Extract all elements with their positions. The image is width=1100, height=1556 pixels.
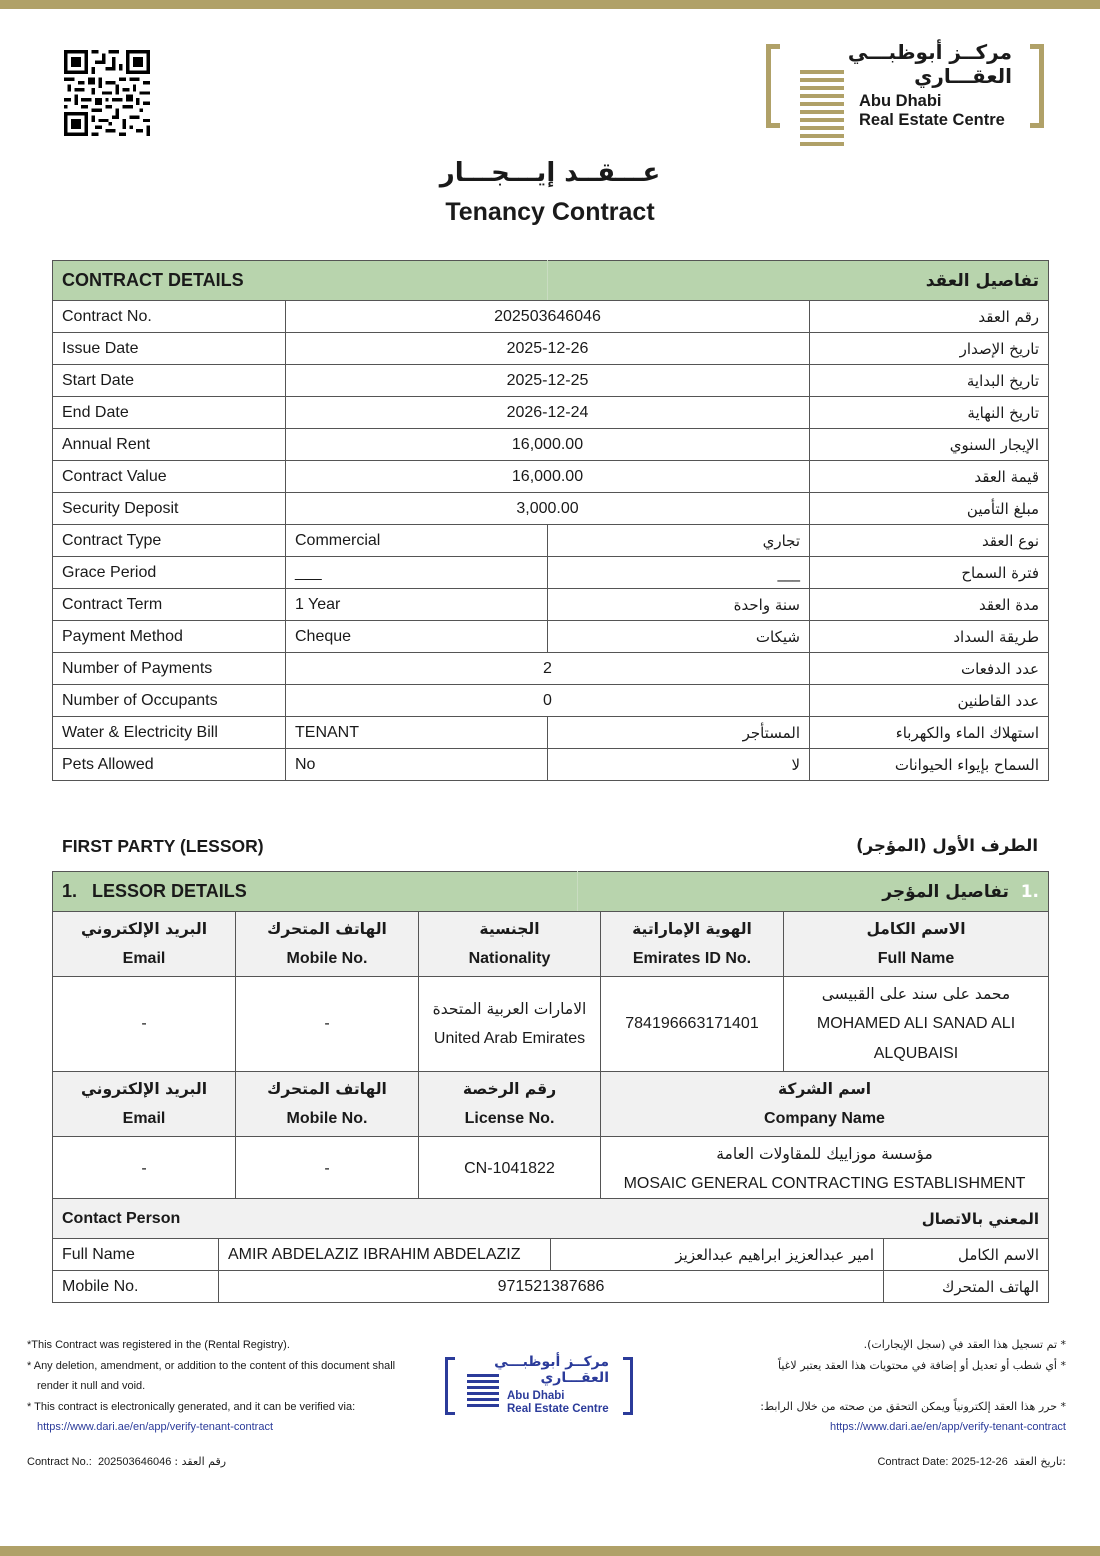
contact-name-label-arabic: الاسم الكامل: [884, 1239, 1049, 1271]
logo-english-text: Abu Dhabi Real Estate Centre: [859, 92, 1005, 129]
footer-logo-bracket-right: [623, 1357, 633, 1415]
first-party-title-arabic: الطرف الأول (المؤجر): [856, 836, 1038, 855]
lessor-info-grid: [52, 911, 1049, 1202]
contact-person-heading: Contact Person: [53, 1199, 551, 1239]
lessor-person-row: [53, 977, 1049, 1072]
full-name-header: الاسم الكامل Full Name: [784, 912, 1049, 977]
detail-value-ar: تجاري: [548, 525, 810, 557]
company-email: -: [53, 1137, 236, 1202]
detail-value-ar: سنة واحدة: [548, 589, 810, 621]
detail-label: Water & Electricity Bill: [53, 717, 286, 749]
verify-link[interactable]: https://www.dari.ae/en/app/verify-tenant-contract: [37, 1421, 274, 1433]
detail-label-arabic: الإيجار السنوي: [810, 429, 1049, 461]
detail-label-arabic: مبلغ التأمين: [810, 493, 1049, 525]
contract-detail-row: [53, 493, 1049, 525]
detail-label: Contract Value: [53, 461, 286, 493]
detail-value-en: TENANT: [286, 717, 548, 749]
verify-link-arabic-side[interactable]: https://www.dari.ae/en/app/verify-tenant-contract: [829, 1421, 1066, 1433]
detail-value: 2: [286, 653, 810, 685]
contract-detail-row: [53, 557, 1049, 589]
lessor-details-header: [52, 871, 1049, 912]
contract-detail-row: [53, 333, 1049, 365]
contact-name-ar: امير عبدالعزيز ابراهيم عبدالعزيز: [551, 1239, 884, 1271]
lessor-mobile: -: [236, 977, 419, 1072]
detail-label-arabic: فترة السماح: [810, 557, 1049, 589]
detail-label-arabic: رقم العقد: [810, 301, 1049, 333]
logo-bracket-left: [766, 44, 780, 128]
detail-value-en: Commercial: [286, 525, 548, 557]
section-heading-arabic: تفاصيل العقد: [548, 261, 1049, 301]
contact-mobile-label: Mobile No.: [53, 1271, 219, 1303]
detail-label: Annual Rent: [53, 429, 286, 461]
company-mobile-header: الهاتف المتحرك Mobile No.: [236, 1072, 419, 1137]
detail-label-arabic: السماح بإيواء الحيوانات: [810, 749, 1049, 781]
nationality-header: الجنسية Nationality: [419, 912, 601, 977]
detail-value-ar: ___: [548, 557, 810, 589]
detail-label-arabic: عدد القاطنين: [810, 685, 1049, 717]
detail-value: 2025-12-25: [286, 365, 810, 397]
lessor-email: -: [53, 977, 236, 1072]
detail-label: Issue Date: [53, 333, 286, 365]
adrec-footer-logo: [445, 1354, 633, 1415]
detail-label: Number of Payments: [53, 653, 286, 685]
footer-notes-english: *This Contract was registered in the (Rental Registry). * Any deletion, amendment, or addition to the content of this document shall render it null and void. * This contract is electronically generated, and it can be verified via: https://www.dari.ae/en/app/verify-tenant-contract: [27, 1339, 396, 1433]
detail-label: Contract No.: [53, 301, 286, 333]
footer-notes-arabic: * تم تسجيل هذا العقد في (سجل الإيجارات). * أي شطب أو تعديل أو إضافة في محتويات هذا العقد يعتبر لاغياً * حرر هذا العقد إلكترونياً ويمكن التحقق من صحته من خلال الرابط: https://www.dari.ae/en/app/verify-tenant-contract: [760, 1338, 1066, 1433]
lessor-nationality: الامارات العربية المتحدة United Arab Emirates: [419, 977, 601, 1072]
footer-logo-english-text: Abu Dhabi Real Estate Centre: [507, 1390, 609, 1415]
detail-value: 3,000.00: [286, 493, 810, 525]
top-gold-bar: [0, 0, 1100, 9]
logo-bracket-right: [1030, 44, 1044, 128]
lessor-full-name: محمد على سند على القبيسى MOHAMED ALI SANAD ALI ALQUBAISI: [784, 977, 1049, 1072]
logo-arabic-text: مركــز أبوظبـــي العقـــاري: [847, 40, 1012, 88]
contract-detail-row: [53, 365, 1049, 397]
detail-value: 0: [286, 685, 810, 717]
email-header: البريد الإلكتروني Email: [53, 912, 236, 977]
contract-detail-row: [53, 685, 1049, 717]
company-name-header: اسم الشركة Company Name: [601, 1072, 1049, 1137]
first-party-title: FIRST PARTY (LESSOR): [62, 836, 264, 856]
lessor-emirates-id: 784196663171401: [601, 977, 784, 1072]
contact-mobile-label-arabic: الهاتف المتحرك: [884, 1271, 1049, 1303]
contact-person-heading-arabic: المعني بالاتصال: [551, 1199, 1049, 1239]
detail-value-en: 1 Year: [286, 589, 548, 621]
logo-building-icon: [800, 70, 844, 150]
detail-value-en: No: [286, 749, 548, 781]
contract-detail-row: [53, 717, 1049, 749]
footer-contract-number: Contract No.: 202503646046 : رقم العقد: [27, 1455, 227, 1468]
contract-detail-row: [53, 397, 1049, 429]
detail-label-arabic: طريقة السداد: [810, 621, 1049, 653]
adrec-logo: [766, 40, 1044, 129]
detail-label: Start Date: [53, 365, 286, 397]
detail-label-arabic: تاريخ الإصدار: [810, 333, 1049, 365]
contract-detail-row: [53, 749, 1049, 781]
lessor-company-header-row: [53, 1072, 1049, 1137]
detail-label-arabic: تاريخ البداية: [810, 365, 1049, 397]
contract-detail-row: [53, 461, 1049, 493]
contact-mobile-row: [53, 1271, 1049, 1303]
page-title-arabic: عـــقــد إيـــجـــار: [439, 158, 661, 188]
detail-label: Number of Occupants: [53, 685, 286, 717]
detail-value: 2025-12-26: [286, 333, 810, 365]
detail-label-arabic: مدة العقد: [810, 589, 1049, 621]
detail-value: 16,000.00: [286, 429, 810, 461]
footer-logo-bracket-left: [445, 1357, 455, 1415]
detail-value-en: Cheque: [286, 621, 548, 653]
detail-value: 2026-12-24: [286, 397, 810, 429]
page-title: Tenancy Contract: [445, 198, 655, 226]
contract-detail-row: [53, 621, 1049, 653]
detail-label-arabic: تاريخ النهاية: [810, 397, 1049, 429]
lessor-section-heading: 1. LESSOR DETAILS: [53, 872, 578, 912]
section-heading: CONTRACT DETAILS: [53, 261, 548, 301]
company-license: CN-1041822: [419, 1137, 601, 1202]
mobile-header: الهاتف المتحرك Mobile No.: [236, 912, 419, 977]
emirates-id-header: الهوية الإماراتية Emirates ID No.: [601, 912, 784, 977]
detail-label: End Date: [53, 397, 286, 429]
detail-label-arabic: استهلاك الماء والكهرباء: [810, 717, 1049, 749]
contact-name-label: Full Name: [53, 1239, 219, 1271]
detail-value-ar: لا: [548, 749, 810, 781]
contact-name-row: [53, 1239, 1049, 1271]
contact-name-en: AMIR ABDELAZIZ IBRAHIM ABDELAZIZ: [219, 1239, 551, 1271]
detail-value-en: ___: [286, 557, 548, 589]
detail-value: 202503646046: [286, 301, 810, 333]
company-email-header: البريد الإلكتروني Email: [53, 1072, 236, 1137]
detail-label: Contract Type: [53, 525, 286, 557]
qr-code-icon[interactable]: [64, 50, 150, 136]
license-header: رقم الرخصة License No.: [419, 1072, 601, 1137]
contact-person-header: [53, 1199, 1049, 1239]
company-mobile: -: [236, 1137, 419, 1202]
detail-label: Grace Period: [53, 557, 286, 589]
lessor-person-header-row: [53, 912, 1049, 977]
detail-label: Contract Term: [53, 589, 286, 621]
contact-mobile: 971521387686: [219, 1271, 884, 1303]
detail-label: Security Deposit: [53, 493, 286, 525]
contract-details-header: [53, 261, 1049, 301]
contract-detail-row: [53, 653, 1049, 685]
contact-person-table: [52, 1198, 1049, 1303]
footer-contract-date: Contract Date: 2025-12-26 تاريخ العقد:: [877, 1455, 1066, 1468]
lessor-section-heading-arabic: .1 تفاصيل المؤجر: [578, 872, 1049, 912]
detail-label: Pets Allowed: [53, 749, 286, 781]
detail-label-arabic: نوع العقد: [810, 525, 1049, 557]
bottom-gold-bar: [0, 1546, 1100, 1556]
footer-logo-arabic-text: مركــز أبوظبـــي العقـــاري: [494, 1354, 609, 1386]
detail-label-arabic: قيمة العقد: [810, 461, 1049, 493]
detail-label-arabic: عدد الدفعات: [810, 653, 1049, 685]
detail-value-ar: المستأجر: [548, 717, 810, 749]
company-name: مؤسسة موزاييك للمقاولات العامة MOSAIC GENERAL CONTRACTING ESTABLISHMENT: [601, 1137, 1049, 1202]
detail-label: Payment Method: [53, 621, 286, 653]
detail-value-ar: شيكات: [548, 621, 810, 653]
contract-detail-row: [53, 301, 1049, 333]
contract-detail-row: [53, 525, 1049, 557]
contract-detail-row: [53, 429, 1049, 461]
detail-value: 16,000.00: [286, 461, 810, 493]
lessor-company-row: [53, 1137, 1049, 1202]
contract-detail-row: [53, 589, 1049, 621]
contract-details-table: [52, 260, 1049, 781]
